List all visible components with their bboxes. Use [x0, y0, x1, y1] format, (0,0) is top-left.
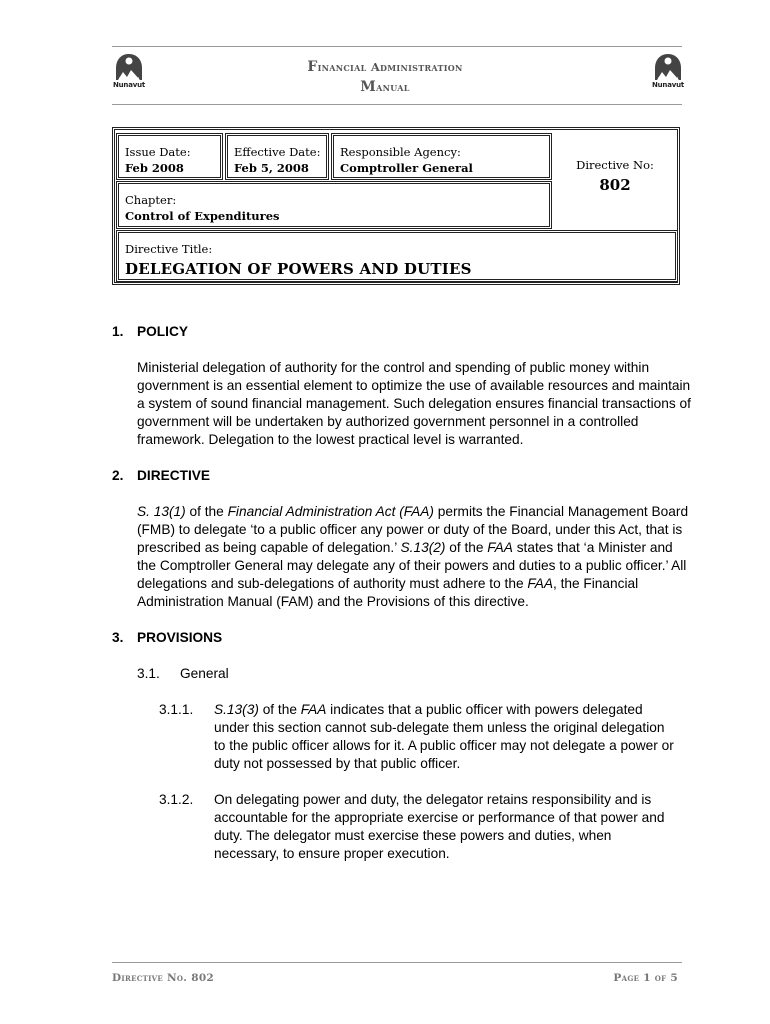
- act-name: Financial Administration Act (FAA): [227, 504, 434, 519]
- agency-value: Comptroller General: [340, 161, 473, 175]
- item-number: 3.1.2.: [159, 792, 194, 807]
- chapter-value: Control of Expenditures: [125, 209, 280, 223]
- header-top-rule: [112, 46, 682, 47]
- nunavut-logo-right-icon: [650, 52, 686, 98]
- issue-date-value: Feb 2008: [125, 161, 184, 175]
- section-number: 1.: [112, 324, 124, 339]
- document-body: [112, 323, 692, 863]
- chapter-label: Chapter:: [125, 193, 177, 207]
- provision-item: [112, 701, 692, 773]
- chapter-cell: [116, 181, 552, 229]
- statute-reference: S.13(3): [214, 702, 259, 717]
- subsection-title: General: [180, 666, 229, 681]
- manual-title: [200, 57, 570, 97]
- section-heading-policy: [112, 323, 692, 341]
- directive-paragraph: S. 13(1) of the Financial Administration Act (FAA) permits the Financial Management Board (FMB) to delegate ‘to a public officer any power or duty of the Board, under this Act, that is prescribed as being capable of delegation.’ S.13(2) of the FAA states that ‘a Minister and the Comptroller General may delegate any of their powers and duties to a public officer.’ All delegations and sub-delegations of authority must adhere to the FAA, the Financial Administration Manual (FAM) and the Provisions of this directive.: [137, 504, 689, 609]
- section-heading-provisions: [112, 629, 692, 647]
- section-title: DIRECTIVE: [137, 468, 211, 483]
- directive-title-label: Directive Title:: [125, 242, 213, 256]
- statute-reference: S.13(2): [400, 540, 446, 555]
- item-text: S.13(3) of the FAA indicates that a public officer with powers delegated under this section cannot sub-delegate them unless the original delegation to the public officer allows for it. A public officer may not delegate a power or duty not possessed by that public officer.: [214, 702, 674, 771]
- item-text: On delegating power and duty, the delegator retains responsibility and is accountable for the appropriate exercise or performance of that power and duty. The delegator must exercise these powers and duties, when necessary, to ensure proper execution.: [214, 792, 665, 861]
- footer-rule: [112, 962, 682, 963]
- issue-date-cell: [116, 133, 223, 180]
- footer-page-number: Page 1 of 5: [613, 972, 678, 984]
- subsection-number: 3.1.: [137, 666, 160, 681]
- header-bottom-rule: [112, 104, 682, 105]
- section-title: PROVISIONS: [137, 630, 223, 645]
- directive-title-cell: [116, 230, 678, 282]
- footer-directive-number: Directive No. 802: [112, 972, 215, 984]
- act-abbrev: FAA: [300, 702, 327, 717]
- manual-title-line1: Financial Administration: [307, 59, 463, 75]
- statute-reference: S. 13(1): [137, 504, 186, 519]
- effective-date-label: Effective Date:: [234, 145, 321, 159]
- policy-paragraph: Ministerial delegation of authority for the control and spending of public money within government is an essential element to optimize the use of available resources and maintain a system of sound financial management. Such delegation ensures financial transactions of government will be undertaken by authorized government personnel in a controlled framework. Delegation to the lowest practical level is warranted.: [137, 360, 691, 447]
- section-title: POLICY: [137, 324, 188, 339]
- directive-no-value: 802: [599, 176, 631, 194]
- manual-title-line2: Manual: [360, 79, 410, 95]
- subsection-heading-general: [112, 665, 692, 683]
- nunavut-logo-left-icon: [111, 52, 147, 98]
- logo-left-caption: Nunavut: [112, 81, 146, 89]
- act-abbrev: FAA: [487, 540, 513, 555]
- section-number: 2.: [112, 468, 124, 483]
- agency-cell: [331, 133, 552, 180]
- agency-label: Responsible Agency:: [340, 145, 461, 159]
- section-heading-directive: [112, 467, 692, 485]
- directive-no-label: Directive No:: [576, 158, 654, 172]
- item-number: 3.1.1.: [159, 702, 194, 717]
- logo-right-caption: Nunavut: [651, 81, 685, 89]
- provision-item: [112, 791, 692, 863]
- effective-date-value: Feb 5, 2008: [234, 161, 309, 175]
- issue-date-label: Issue Date:: [125, 145, 191, 159]
- act-abbrev: FAA: [527, 576, 553, 591]
- directive-title-value: DELEGATION OF POWERS AND DUTIES: [125, 260, 472, 278]
- effective-date-cell: [225, 133, 329, 180]
- section-number: 3.: [112, 630, 124, 645]
